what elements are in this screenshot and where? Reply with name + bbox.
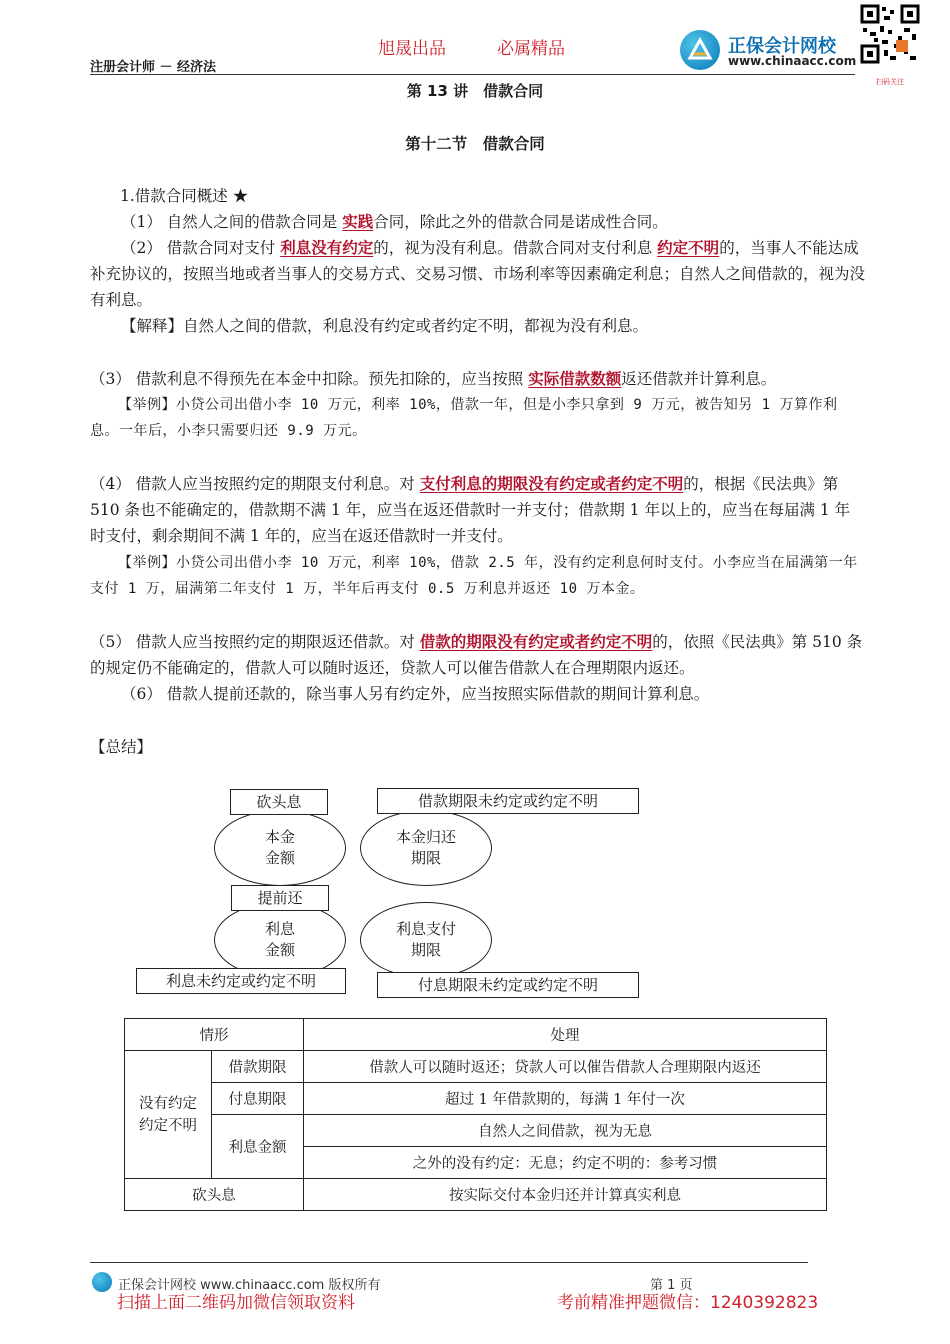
point-3-example: 【举例】小贷公司出借小李 10 万元，利率 10%，借款一年，但是小李只拿到 9 万元，被告知另 1 万算作利息。一年后，小李只需要归还 9.9 万元。 bbox=[90, 397, 838, 439]
label-loan-term-undetermined: 借款期限未约定或约定不明 bbox=[377, 788, 639, 814]
point-2-text-b: 的，视为没有利息。借款合同对支付利息 bbox=[373, 239, 658, 257]
logo-name: 正保会计网校 bbox=[728, 36, 836, 57]
table-row bbox=[125, 1179, 827, 1211]
table-cell: 按实际交付本金归还并计算真实利息 bbox=[304, 1179, 827, 1211]
point-3 bbox=[90, 366, 865, 392]
footer-promo-right: 考前精准押题微信：1240392823 bbox=[557, 1293, 819, 1313]
section-title: 第十二节 借款合同 bbox=[405, 135, 545, 153]
table-sub-label: 付息期限 bbox=[212, 1083, 304, 1115]
chinaacc-logo bbox=[680, 30, 860, 74]
overview-heading: 1.借款合同概述 ★ bbox=[120, 187, 249, 205]
point-4-example: 【举例】小贷公司出借小李 10 万元，利率 10%，借款 2.5 年，没有约定利息何时支付。小李应当在届满第一年支付 1 万，届满第二年支付 1 万，半年后再支付 0.5 万利息并返还 10 万本金。 bbox=[90, 555, 858, 597]
oval-interest-pay-term-label: 利息支付 期限 bbox=[395, 920, 456, 959]
table-cell: 超过 1 年借款期的，每满 1 年付一次 bbox=[304, 1083, 827, 1115]
qr-caption: 扫码关注 bbox=[876, 78, 904, 86]
oval-interest-pay-term bbox=[360, 902, 492, 978]
point-1-key-term: 实践 bbox=[342, 212, 374, 231]
point-4 bbox=[90, 471, 865, 549]
table-sub-label: 利息金额 bbox=[212, 1115, 304, 1179]
point-2-text-a: （2） 借款合同对支付 bbox=[121, 239, 281, 257]
label-interest-undetermined: 利息未约定或约定不明 bbox=[136, 968, 346, 994]
brand-right: 必属精品 bbox=[497, 39, 565, 59]
logo-url: www.chinaacc.com bbox=[728, 54, 857, 68]
header-divider bbox=[90, 74, 855, 75]
explanation: 【解释】自然人之间的借款，利息没有约定或者约定不明，都视为没有利息。 bbox=[121, 317, 649, 335]
label-interest-term-undetermined: 付息期限未约定或约定不明 bbox=[377, 972, 639, 998]
table-group-label: 没有约定 约定不明 bbox=[125, 1051, 212, 1179]
point-5 bbox=[90, 629, 865, 681]
logo-mark-icon bbox=[680, 30, 720, 70]
table-row bbox=[125, 1115, 827, 1147]
point-3-text-a: （3） 借款利息不得预先在本金中扣除。预先扣除的，应当按照 bbox=[90, 370, 529, 388]
label-kantouxi: 砍头息 bbox=[230, 789, 328, 815]
point-5-text-a: （5） 借款人应当按照约定的期限返还借款。对 bbox=[90, 633, 420, 651]
point-4-text-a: （4） 借款人应当按照约定的期限支付利息。对 bbox=[90, 475, 420, 493]
oval-interest-amount-label: 利息 金额 bbox=[264, 920, 295, 959]
oval-principal-amount-label: 本金 金额 bbox=[264, 828, 295, 867]
footer-promo-left: 扫描上面二维码加微信领取资料 bbox=[117, 1293, 355, 1313]
footer-logo-icon bbox=[92, 1272, 112, 1292]
oval-interest-amount bbox=[214, 902, 346, 978]
point-3-text-b: 返还借款并计算利息。 bbox=[621, 370, 777, 388]
point-3-key-term: 实际借款数额 bbox=[528, 369, 622, 388]
table-header-row bbox=[125, 1019, 827, 1051]
point-1-text-a: （1） 自然人之间的借款合同是 bbox=[121, 213, 343, 231]
table-header-situation: 情形 bbox=[125, 1019, 304, 1051]
table-cell: 之外的没有约定：无息；约定不明的：参考习惯 bbox=[304, 1147, 827, 1179]
subject-label: 注册会计师 － 经济法 bbox=[90, 60, 217, 75]
summary-heading: 【总结】 bbox=[90, 738, 153, 756]
table-row bbox=[125, 1051, 827, 1083]
table-sub-label: 借款期限 bbox=[212, 1051, 304, 1083]
point-1-text-b: 合同，除此之外的借款合同是诺成性合同。 bbox=[373, 213, 668, 231]
table-row bbox=[125, 1083, 827, 1115]
point-4-key-term: 支付利息的期限没有约定或者约定不明 bbox=[419, 474, 684, 493]
point-1 bbox=[90, 209, 865, 235]
point-4-text-b: 的，根据《民法典》第 510 条也不能确定的，借款期不满 1 年，应当在返还借款时一并支付；借款期 1 年以上的，应当在每届满 1 年时支付，剩余期间不满 1 年的，应当在返还借款时一并支付。 bbox=[90, 475, 851, 545]
table-sub-label: 砍头息 bbox=[125, 1179, 304, 1211]
qr-code bbox=[860, 4, 920, 88]
point-2 bbox=[90, 235, 865, 313]
point-2-key-term-1: 利息没有约定 bbox=[280, 238, 374, 257]
point-5-key-term: 借款的期限没有约定或者约定不明 bbox=[419, 632, 653, 651]
footer-page-number: 第 1 页 bbox=[650, 1278, 693, 1293]
footer-copyright: 正保会计网校 www.chinaacc.com 版权所有 bbox=[118, 1278, 381, 1293]
table-cell: 自然人之间借款，视为无息 bbox=[304, 1115, 827, 1147]
oval-principal-repay-term bbox=[360, 810, 492, 886]
lecture-title: 第 13 讲 借款合同 bbox=[406, 82, 544, 100]
point-2-key-term-2: 约定不明 bbox=[657, 238, 720, 257]
label-early-repayment: 提前还 bbox=[231, 885, 329, 911]
table-cell: 借款人可以随时返还；贷款人可以催告借款人合理期限内返还 bbox=[304, 1051, 827, 1083]
oval-principal-repay-term-label: 本金归还 期限 bbox=[395, 828, 456, 867]
oval-principal-amount bbox=[214, 810, 346, 886]
point-2-text-c: 的，当事人不能达成补充协议的，按照当地或者当事人的交易方式、交易习惯、市场利率等因素确定利息；自然人之间借款的，视为没有利息。 bbox=[90, 239, 866, 309]
footer-divider bbox=[90, 1262, 808, 1263]
table-header-handling: 处理 bbox=[304, 1019, 827, 1051]
brand-left: 旭晟出品 bbox=[378, 39, 446, 59]
point-5-text-b: 的，依照《民法典》第 510 条的规定仍不能确定的，借款人可以随时返还，贷款人可以催告借款人在合理期限内返还。 bbox=[90, 633, 863, 677]
point-6: （6） 借款人提前还款的，除当事人另有约定外，应当按照实际借款的期间计算利息。 bbox=[121, 685, 710, 703]
summary-table bbox=[124, 1018, 827, 1211]
